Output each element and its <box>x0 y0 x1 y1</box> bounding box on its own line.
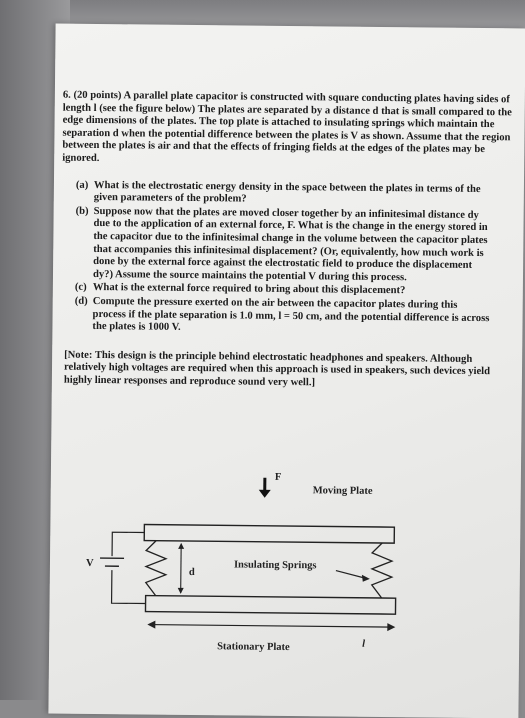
voltage-label: V <box>86 558 94 569</box>
separation-arrow-head-bottom <box>178 588 184 594</box>
paper-sheet <box>48 24 525 718</box>
part-label: (d) <box>74 296 92 334</box>
part-a <box>76 179 517 209</box>
length-arrow-head-right <box>387 623 395 631</box>
part-b <box>75 206 517 286</box>
right-spring <box>372 543 393 598</box>
part-text: What is the electrostatic energy density in the space between the plates in terms of the given parameters of the problem? <box>94 180 517 210</box>
moving-plate-rect <box>144 525 394 544</box>
problem-content <box>60 90 518 392</box>
problem-statement <box>62 90 518 170</box>
stationary-plate-rect <box>145 596 395 615</box>
part-label: (c) <box>75 282 93 295</box>
part-text: Suppose now that the plates are moved closer together by an infinitesimal distance dy due to the application of an external force, F. What is the change in the energy stored in the capacitor due to the infinitesimal change in the volume between the capacitor plates that accompanies this infinitesimal displacement? (Or, equivalently, how much work is done by the external force against the electrostatic field to produce the displacement dy?) Assume the source maintains the potential V during this process. <box>93 206 517 286</box>
length-label: l <box>362 639 365 650</box>
part-d <box>74 296 515 338</box>
problem-points: (20 points) <box>73 90 121 102</box>
stationary-plate-label: Stationary Plate <box>217 641 290 653</box>
note-paragraph: [Note: This design is the principle behind electrostatic headphones and speakers. Although relatively high voltages are required when this approach is used in speakers, such devices yield highly linear responses and reproduce sound very well.] <box>64 349 515 392</box>
separation-arrow <box>181 544 182 593</box>
part-text: What is the external force required to bring about this displacement? <box>93 282 516 299</box>
separation-label: d <box>189 567 195 578</box>
problem-intro: A parallel plate capacitor is constructed with square conducting plates having sides of length l (see the figure below) The plates are separated by a distance d that is small compared to the edge dimensions of the plates. The top plate is attached to insulating springs which maintain the separation d when the potential difference between the plates is V as shown. Assume that the region between the plates is air and that the effects of fringing fields at the edges of the plates may be ignored. <box>62 90 512 164</box>
moving-plate-label: Moving Plate <box>313 485 373 497</box>
force-label: F <box>275 472 282 483</box>
length-arrow <box>149 625 393 628</box>
force-arrow-head <box>259 490 271 498</box>
problem-number: 6. <box>63 90 71 101</box>
parts-list <box>60 179 517 338</box>
left-spring <box>146 541 167 596</box>
part-text: Compute the pressure exerted on the air between the capacitor plates during this process if the plate separation is 1.0 mm, l = 50 cm, and the potential difference is across the plates is 1000 V. <box>92 296 515 338</box>
part-label: (b) <box>75 206 94 282</box>
capacitor-figure <box>49 464 521 669</box>
insulating-springs-label: Insulating Springs <box>234 559 317 571</box>
part-label: (a) <box>76 179 94 204</box>
top-wire <box>112 532 144 556</box>
bottom-wire <box>112 570 146 603</box>
separation-arrow-head-top <box>178 543 184 549</box>
springs-pointer-head <box>362 575 370 582</box>
length-arrow-head-left <box>147 621 155 629</box>
